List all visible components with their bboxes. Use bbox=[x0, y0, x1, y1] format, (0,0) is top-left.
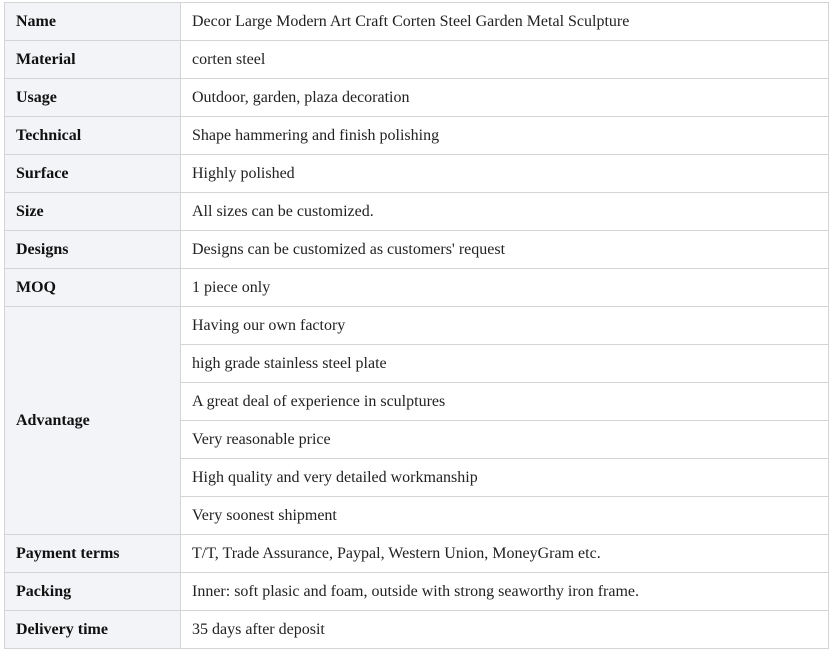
spec-label-moq: MOQ bbox=[5, 269, 181, 307]
spec-value-advantage: high grade stainless steel plate bbox=[181, 345, 829, 383]
spec-label-technical: Technical bbox=[5, 117, 181, 155]
spec-value-size: All sizes can be customized. bbox=[181, 193, 829, 231]
spec-value-payment-terms: T/T, Trade Assurance, Paypal, Western Union, MoneyGram etc. bbox=[181, 535, 829, 573]
table-row bbox=[5, 41, 829, 79]
table-row bbox=[5, 117, 829, 155]
spec-value-designs: Designs can be customized as customers' request bbox=[181, 231, 829, 269]
table-row bbox=[5, 307, 829, 345]
table-row bbox=[5, 269, 829, 307]
spec-value-name: Decor Large Modern Art Craft Corten Steel Garden Metal Sculpture bbox=[181, 3, 829, 41]
spec-label-advantage: Advantage bbox=[5, 307, 181, 535]
spec-value-moq: 1 piece only bbox=[181, 269, 829, 307]
spec-label-size: Size bbox=[5, 193, 181, 231]
spec-label-delivery-time: Delivery time bbox=[5, 611, 181, 649]
spec-value-technical: Shape hammering and finish polishing bbox=[181, 117, 829, 155]
spec-label-material: Material bbox=[5, 41, 181, 79]
spec-table-body bbox=[5, 3, 829, 649]
table-row bbox=[5, 155, 829, 193]
spec-value-advantage: High quality and very detailed workmanship bbox=[181, 459, 829, 497]
spec-label-packing: Packing bbox=[5, 573, 181, 611]
spec-label-payment-terms: Payment terms bbox=[5, 535, 181, 573]
spec-value-advantage: Having our own factory bbox=[181, 307, 829, 345]
spec-value-usage: Outdoor, garden, plaza decoration bbox=[181, 79, 829, 117]
table-row bbox=[5, 231, 829, 269]
table-row bbox=[5, 611, 829, 649]
spec-value-advantage: Very soonest shipment bbox=[181, 497, 829, 535]
spec-value-material: corten steel bbox=[181, 41, 829, 79]
spec-value-advantage: A great deal of experience in sculptures bbox=[181, 383, 829, 421]
spec-label-usage: Usage bbox=[5, 79, 181, 117]
table-row bbox=[5, 3, 829, 41]
spec-value-advantage: Very reasonable price bbox=[181, 421, 829, 459]
table-row bbox=[5, 79, 829, 117]
table-row bbox=[5, 535, 829, 573]
spec-value-delivery-time: 35 days after deposit bbox=[181, 611, 829, 649]
table-row bbox=[5, 573, 829, 611]
table-row bbox=[5, 193, 829, 231]
product-spec-table bbox=[4, 2, 829, 649]
spec-value-packing: Inner: soft plasic and foam, outside with strong seaworthy iron frame. bbox=[181, 573, 829, 611]
spec-value-surface: Highly polished bbox=[181, 155, 829, 193]
spec-label-designs: Designs bbox=[5, 231, 181, 269]
spec-label-name: Name bbox=[5, 3, 181, 41]
spec-label-surface: Surface bbox=[5, 155, 181, 193]
